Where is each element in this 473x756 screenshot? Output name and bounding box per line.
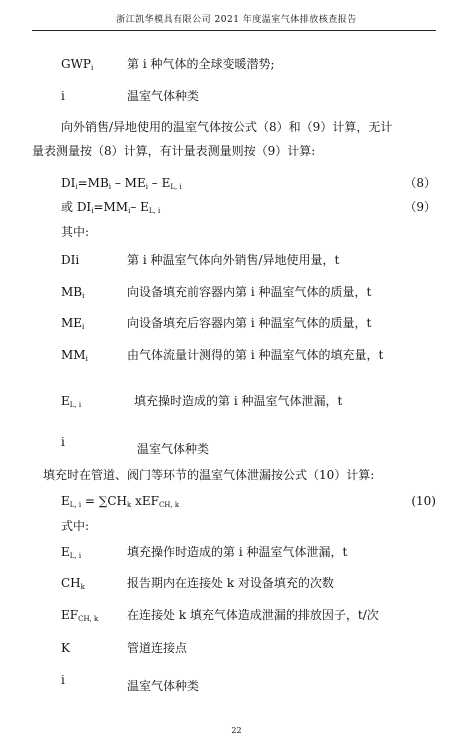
symbol-i: i xyxy=(61,89,65,103)
label-where: 式中: xyxy=(61,519,90,533)
definition-i: 温室气体种类 xyxy=(127,679,200,693)
equation-10: $E_{L, i} = \sum CH_k$ xEF$_{CH, k}$ xyxy=(61,494,180,509)
symbol-k: K xyxy=(61,641,70,655)
definition-el: 填充操时造成的第 i 种温室气体泄漏，t xyxy=(134,394,343,408)
symbol-me: $ME_i$ xyxy=(61,316,85,331)
definition-mb: 向设备填充前容器内第 i 种温室气体的质量，t xyxy=(127,285,372,299)
symbol-i: i xyxy=(61,435,65,449)
equation-9: 或 $DI_i=MM_i-$ $E_{L, i}$ xyxy=(61,200,161,215)
symbol-el: $E_{L, i}$ xyxy=(61,394,82,409)
paragraph-line: 填充时在管道、阀门等环节的温室气体泄漏按公式（10）计算: xyxy=(43,468,375,482)
symbol-ef: $EF_{CH, k}$ xyxy=(61,608,99,623)
definition-k: 管道连接点 xyxy=(127,641,188,655)
equation-number-10: (10) xyxy=(411,494,436,508)
symbol-di: DIi xyxy=(61,253,80,267)
definition-mm: 由气体流量计测得的第 i 种温室气体的填充量，t xyxy=(127,348,384,362)
paragraph-line: 量表测量按（8）计算，有计量表测量则按（9）计算: xyxy=(32,144,316,158)
definition-ch: 报告期内在连接处 k 对设备填充的次数 xyxy=(127,576,334,590)
symbol-el: $E_{L, i}$ xyxy=(61,545,82,560)
label-where: 其中: xyxy=(61,225,90,239)
definition-me: 向设备填充后容器内第 i 种温室气体的质量，t xyxy=(127,316,372,330)
definition-i: 温室气体种类 xyxy=(127,89,200,103)
symbol-ch: $CH_k$ xyxy=(61,576,85,591)
equation-number-9: （9） xyxy=(404,200,436,214)
header-rule xyxy=(32,30,436,31)
symbol-gwp: $GWP_i$ xyxy=(61,57,94,72)
page-number: 22 xyxy=(231,726,242,735)
equation-number-8: （8） xyxy=(404,176,436,190)
definition-ef: 在连接处 k 填充气体造成泄漏的排放因子，t/次 xyxy=(127,608,379,622)
equation-8: $DI_i=MB_i - ME_i - E_{L, i}$ xyxy=(61,176,182,191)
paragraph-line: 向外销售/异地使用的温室气体按公式（8）和（9）计算，无计 xyxy=(61,120,393,134)
definition-i: 温室气体种类 xyxy=(137,442,210,456)
definition-gwp: 第 i 种气体的全球变暖潜势; xyxy=(127,57,275,71)
symbol-mb: $MB_i$ xyxy=(61,285,85,300)
definition-di: 第 i 种温室气体向外销售/异地使用量，t xyxy=(127,253,340,267)
symbol-mm: $MM_i$ xyxy=(61,348,88,363)
page-header: 浙江凯华模具有限公司 2021 年度温室气体排放核查报告 xyxy=(116,15,357,25)
definition-el: 填充操作时造成的第 i 种温室气体泄漏，t xyxy=(127,545,348,559)
symbol-i: i xyxy=(61,673,65,687)
